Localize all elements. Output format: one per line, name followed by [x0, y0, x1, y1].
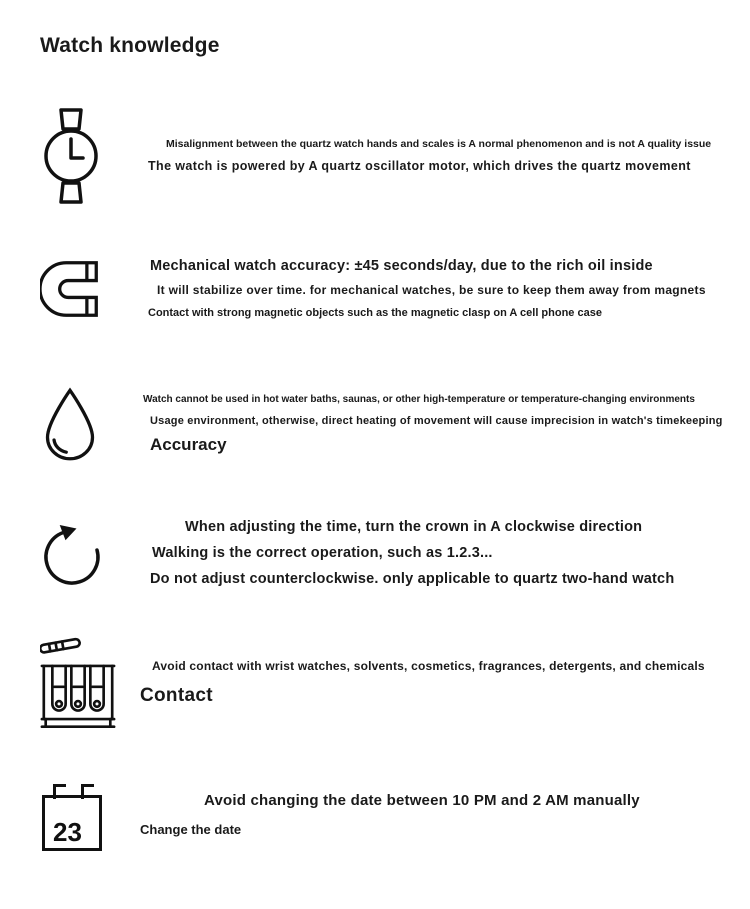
info-line: Do not adjust counterclockwise. only applicable to quartz two-hand watch: [150, 570, 675, 587]
calendar-icon: [42, 795, 102, 851]
icon-column: [40, 515, 140, 591]
wristwatch-icon: [40, 108, 102, 204]
info-line: It will stabilize over time. for mechanical watches, be sure to keep them away from magnets: [157, 283, 706, 298]
info-line: Mechanical watch accuracy: ±45 seconds/day, due to the rich oil inside: [150, 258, 653, 274]
text-column: [140, 394, 750, 456]
clockwise-arrow-icon: [40, 515, 104, 591]
info-line: Contact with strong magnetic objects such as the magnetic clasp on A cell phone case: [148, 307, 602, 320]
magnet-icon: [40, 258, 100, 320]
test-tubes-icon: [40, 633, 116, 733]
section-temperature-accuracy: [40, 379, 750, 471]
section-chemical-contact: [40, 633, 750, 733]
icon-column: [40, 633, 140, 733]
info-line: Change the date: [140, 821, 242, 837]
section-magnetism: [40, 257, 750, 321]
section-quartz-movement: [40, 108, 750, 204]
info-line: Contact: [140, 684, 213, 706]
icon-column: [40, 258, 140, 320]
info-line: Usage environment, otherwise, direct heating of movement will cause imprecision in watch's timekeeping: [150, 414, 723, 427]
info-line: Walking is the correct operation, such as 1.2.3...: [152, 544, 493, 561]
icon-column: [40, 379, 140, 471]
text-column: [140, 518, 750, 588]
info-line: When adjusting the time, turn the crown in A clockwise direction: [185, 518, 643, 535]
section-date-change: [40, 779, 750, 851]
info-line: Watch cannot be used in hot water baths, saunas, or other high-temperature or temperature-changing environments: [143, 394, 695, 406]
text-column: [140, 659, 750, 708]
info-line: Avoid changing the date between 10 PM and 2 AM manually: [204, 791, 640, 809]
calendar-hanger-icon: [53, 784, 56, 799]
text-column: [140, 792, 750, 838]
icon-column: [40, 779, 140, 851]
text-column: [140, 138, 750, 175]
info-line: The watch is powered by A quartz oscillator motor, which drives the quartz movement: [148, 158, 691, 173]
info-line: Accuracy: [150, 435, 227, 455]
water-drop-icon: [40, 379, 100, 471]
section-time-adjustment: [40, 515, 750, 591]
icon-column: [40, 108, 140, 204]
info-line: Avoid contact with wrist watches, solvents, cosmetics, fragrances, detergents, and chemicals: [152, 658, 705, 673]
info-line: Misalignment between the quartz watch hands and scales is A normal phenomenon and is not A quality issue: [166, 137, 712, 150]
calendar-hanger-icon: [81, 784, 84, 799]
calendar-day-number: 23: [53, 816, 82, 847]
text-column: [140, 257, 750, 321]
page-title: Watch knowledge: [40, 34, 220, 57]
